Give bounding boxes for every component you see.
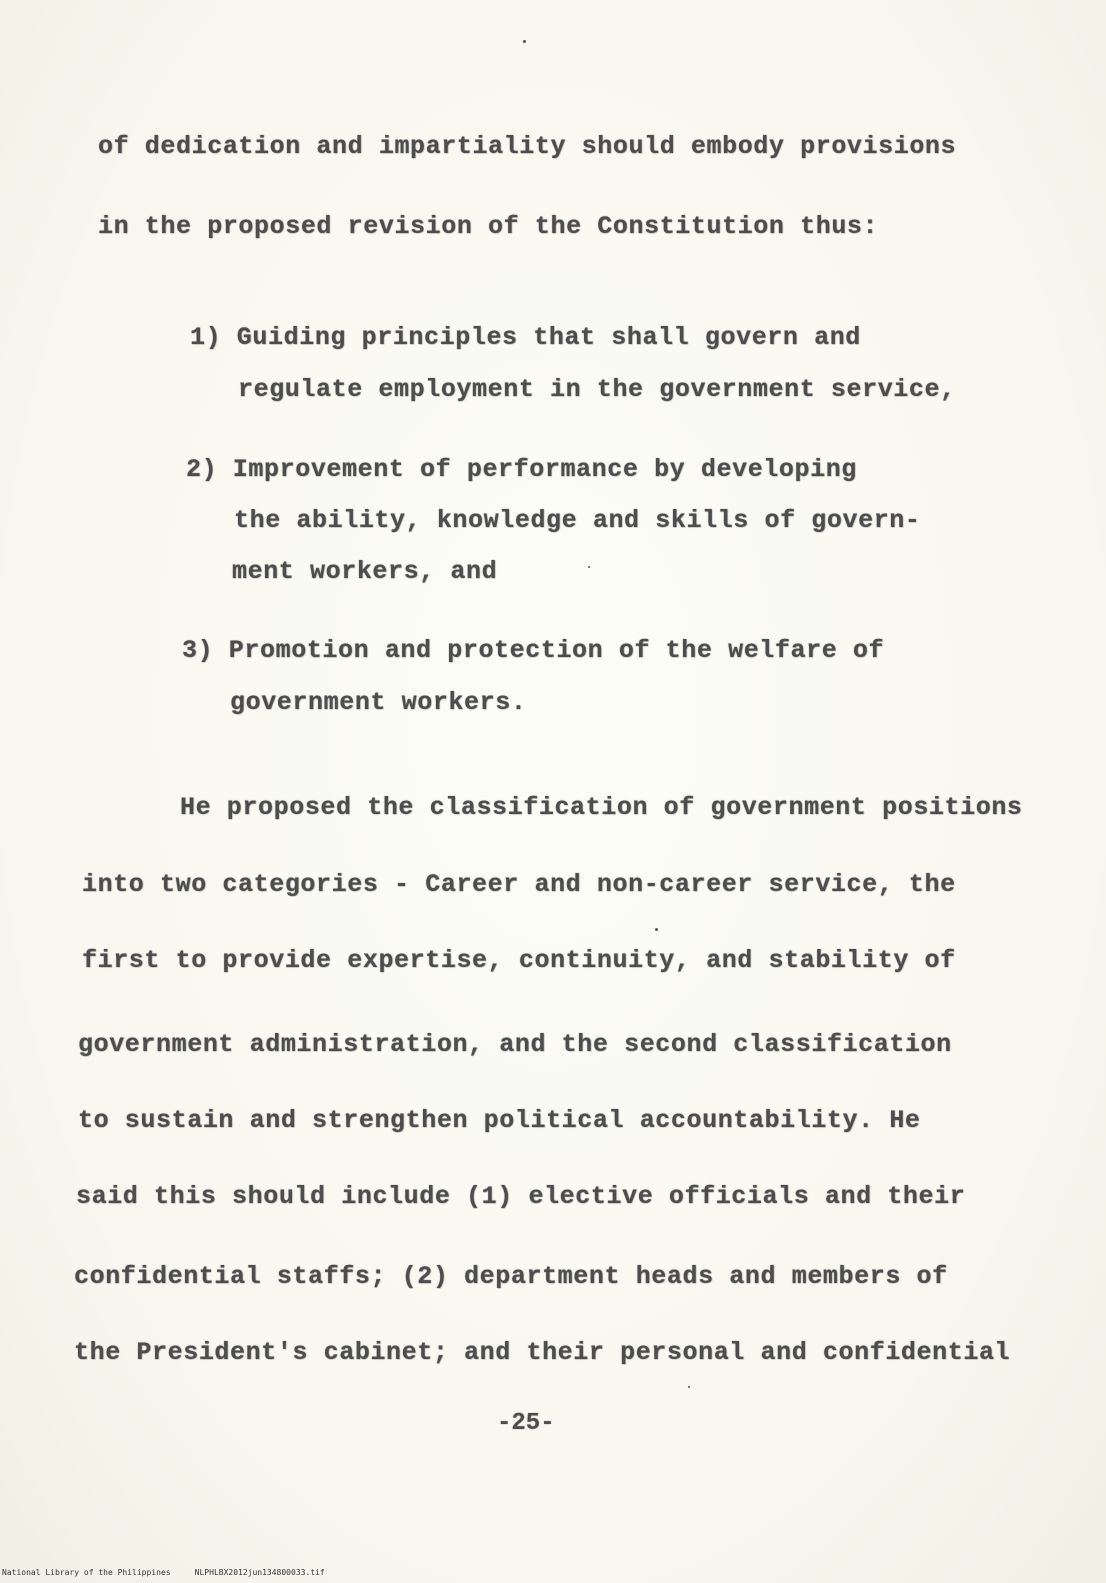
- scan-speck: [588, 566, 590, 568]
- text-line-2: in the proposed revision of the Constitution thus:: [98, 212, 879, 241]
- text-line-17: the President's cabinet; and their personal and confidential: [74, 1338, 1011, 1367]
- page-number: -25-: [497, 1410, 555, 1437]
- scan-footer: [2, 1568, 325, 1577]
- text-line-12: first to provide expertise, continuity, and stability of: [82, 946, 956, 975]
- text-line-13: government administration, and the second classification: [78, 1030, 952, 1059]
- text-line-1: of dedication and impartiality should embody provisions: [98, 132, 957, 161]
- scan-speck: [655, 928, 658, 931]
- text-line-10: He proposed the classification of government positions: [180, 793, 1023, 822]
- list-item-2-line-3: ment workers, and: [232, 557, 498, 586]
- footer-library: National Library of the Philippines: [2, 1568, 171, 1577]
- footer-filename: NLPHLBX2012jun134800033.tif: [194, 1568, 325, 1577]
- list-item-2-line-2: the ability, knowledge and skills of govern-: [234, 506, 921, 535]
- list-item-3-line-2: government workers.: [230, 688, 527, 717]
- scan-speck: [688, 1386, 690, 1388]
- text-line-16: confidential staffs; (2) department heads and members of: [74, 1262, 948, 1291]
- list-item-1-line-2: regulate employment in the government service,: [238, 375, 956, 404]
- list-item-2-line-1: 2) Improvement of performance by developing: [186, 455, 857, 484]
- text-line-14: to sustain and strengthen political accountability. He: [78, 1106, 921, 1135]
- scan-speck: [523, 40, 526, 43]
- text-line-11: into two categories - Career and non-career service, the: [82, 870, 956, 899]
- text-line-15: said this should include (1) elective officials and their: [76, 1182, 966, 1211]
- list-item-3-line-1: 3) Promotion and protection of the welfare of: [182, 636, 885, 665]
- list-item-1-line-1: 1) Guiding principles that shall govern and: [190, 323, 861, 352]
